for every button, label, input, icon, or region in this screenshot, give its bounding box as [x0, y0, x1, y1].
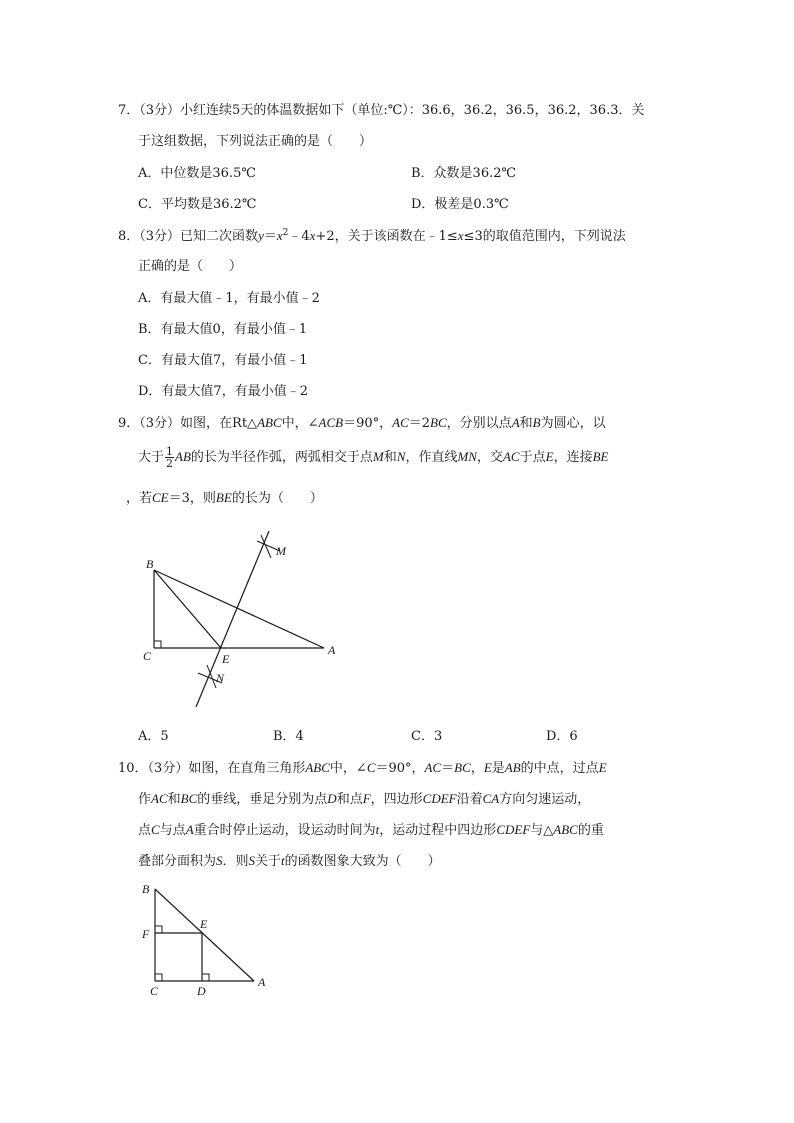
q9-stem-line3: ，若CE＝3，则BE的长为（ ）: [126, 490, 323, 506]
q7-option-b[interactable]: B．众数是36.2℃: [411, 166, 517, 181]
one-half-fraction: $\frac{1}{2}$: [166, 445, 174, 470]
segment-be: [154, 570, 221, 648]
q9-option-b[interactable]: B．4: [273, 729, 304, 744]
label-c: C: [150, 984, 159, 998]
q9-option-a[interactable]: A．5: [138, 729, 169, 744]
q7-option-c[interactable]: C．平均数是36.2℃: [138, 197, 257, 212]
q10-stem-line4: 叠部分面积为S．则S关于t的函数图象大致为（ ）: [138, 853, 441, 869]
label-n: N: [216, 671, 225, 685]
right-angle-mark-f: [155, 926, 162, 933]
label-e: E: [200, 917, 208, 931]
label-m: M: [276, 544, 286, 558]
q10-stem-line1: 10．（3分）如图，在直角三角形ABC中，∠C＝90°，AC＝BC，E是AB的中点，过点E: [118, 760, 607, 776]
label-c: C: [143, 649, 152, 663]
line-mn: [196, 531, 269, 707]
label-f: F: [142, 927, 150, 941]
q10-stem-line3: 点C与点A重合时停止运动，设运动时间为t，运动过程中四边形CDEF与△ABC的重: [138, 822, 604, 838]
label-b: B: [142, 882, 150, 896]
q8-option-a[interactable]: A．有最大值﹣1，有最小值﹣2: [138, 291, 320, 306]
q7-stem-line1: 7．（3分）小红连续5天的体温数据如下（单位:℃）：36.6，36.2，36.5，36.2，36.3．关: [118, 103, 645, 118]
q7-option-a[interactable]: A．中位数是36.5℃: [138, 166, 256, 181]
q10-stem-line2: 作AC和BC的垂线，垂足分别为点D和点F，四边形CDEF沿着CA方向匀速运动，: [138, 791, 591, 807]
q8-stem-line1: 8．（3分）已知二次函数$y=x^2﹣4x+2$，关于该函数在﹣1≤x≤3的取值范围内，下列说法: [118, 228, 626, 244]
q10-triangle-figure: [130, 876, 280, 1002]
label-d: D: [197, 984, 206, 998]
label-b: B: [146, 557, 154, 571]
q9-option-c[interactable]: C．3: [411, 729, 443, 744]
right-angle-mark: [154, 641, 161, 648]
q8-option-c[interactable]: C．有最大值7，有最小值﹣1: [138, 353, 308, 368]
q9-triangle-figure: [130, 520, 350, 712]
segment-ab: [155, 889, 254, 981]
label-a: A: [258, 975, 266, 989]
segment-ab: [154, 570, 324, 648]
label-e: E: [222, 652, 230, 666]
q7-stem-line2: 于这组数据，下列说法正确的是（ ）: [138, 134, 373, 149]
q9-stem-line1: 9．（3分）如图，在Rt△ABC中，∠ACB＝90°，AC＝2BC，分别以点A和B为圆心，以: [118, 415, 606, 431]
q7-option-d[interactable]: D．极差是0.3℃: [411, 197, 509, 212]
q9-option-d[interactable]: D．6: [546, 729, 578, 744]
right-angle-mark-d: [202, 974, 209, 981]
q8-stem-line2: 正确的是（ ）: [138, 259, 243, 274]
label-a: A: [328, 643, 336, 657]
q9-stem-line2: 大于 $\frac{1}{2}$ AB的长为半径作弧，两弧相交于点M和N，作直线MN，交AC于点E，连接BE: [138, 445, 609, 470]
q8-option-d[interactable]: D．有最大值7，有最小值﹣2: [138, 384, 308, 399]
q8-option-b[interactable]: B．有最大值0，有最小值﹣1: [138, 322, 308, 337]
right-angle-mark-c: [155, 974, 162, 981]
